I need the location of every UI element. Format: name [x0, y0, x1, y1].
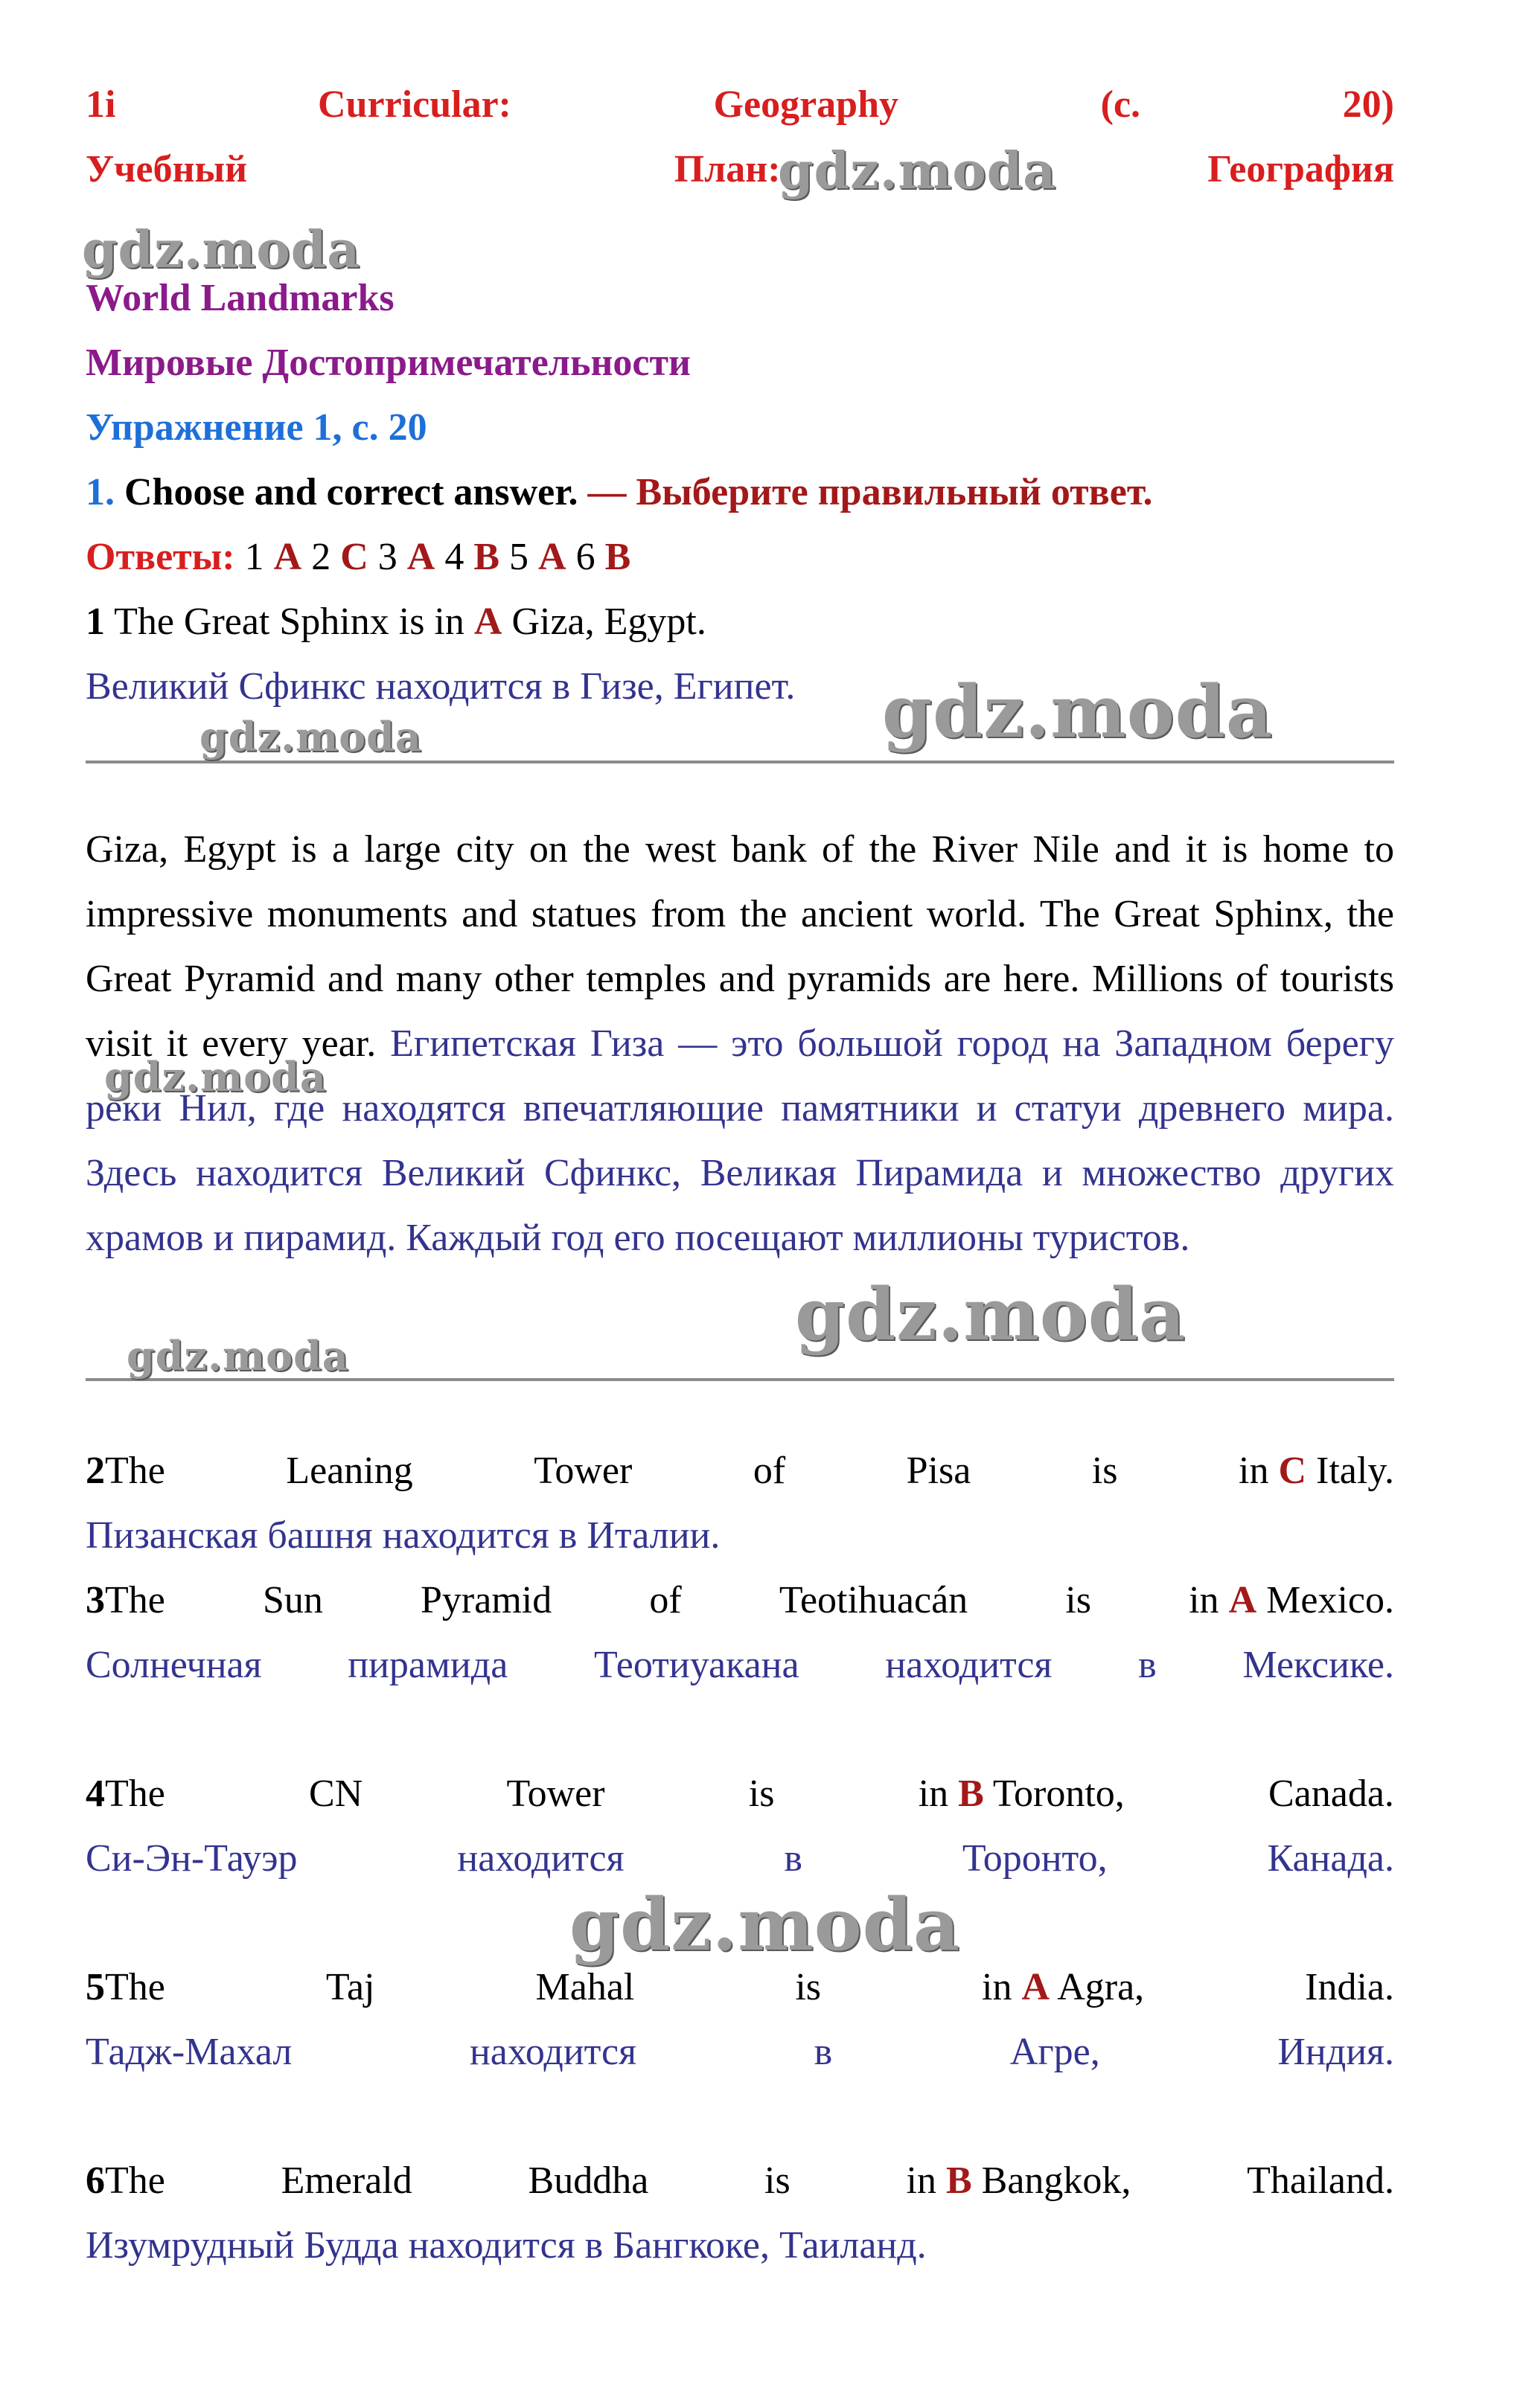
answer-number: 3 [377, 536, 397, 578]
question-word: Emerald [281, 2159, 412, 2202]
question-word: Tower [506, 1773, 605, 1815]
question-number: 5 [86, 1966, 105, 2008]
task-line [86, 470, 1394, 516]
question-word: Agra, [1057, 1966, 1145, 2008]
answers-label: Ответы: [86, 536, 235, 578]
title-english: World Landmarks [86, 277, 395, 319]
translation-word: Канада. [1267, 1837, 1394, 1880]
exercise-heading: Упражнение 1, с. 20 [86, 406, 427, 449]
question-1 [86, 599, 1394, 645]
header-word: Учебный [86, 148, 248, 190]
question-word: of [753, 1450, 786, 1492]
answer-number: 5 [509, 536, 528, 578]
question-word: Buddha [528, 2159, 649, 2202]
question-word: in [1239, 1450, 1269, 1492]
question-word: Tower [534, 1450, 633, 1492]
question-word: Teotihuacán [779, 1579, 968, 1621]
question-4-translation [86, 1836, 1394, 1882]
question-word: of [649, 1579, 682, 1621]
question-word: The [105, 2159, 165, 2202]
watermark: gdz.moda [82, 220, 361, 280]
question-word: Pyramid [421, 1579, 552, 1621]
question-word: Thailand. [1247, 2159, 1394, 2202]
question-5-translation [86, 2029, 1394, 2075]
question-word: in [918, 1773, 949, 1815]
question-2 [86, 1448, 1394, 1494]
question-word: The [105, 1773, 165, 1815]
question-text: Giza, Egypt. [511, 601, 706, 643]
translation-word: Торонто, [962, 1837, 1108, 1880]
header-line-1 [86, 82, 1394, 128]
question-5 [86, 1964, 1394, 2011]
question-word: Sun [262, 1579, 323, 1621]
watermark: gdz.moda [569, 1883, 961, 1967]
watermark: gdz.moda [104, 1053, 327, 1101]
header-word: (c. [1100, 83, 1141, 126]
question-number: 4 [86, 1773, 105, 1815]
translation-word: Индия. [1277, 2031, 1394, 2073]
header-word: План: [674, 148, 781, 190]
question-3-translation [86, 1642, 1394, 1688]
answer-letter: A [273, 536, 302, 578]
question-1-translation: Великий Сфинкс находится в Гизе, Египет. [86, 665, 796, 708]
question-word: Taj [325, 1966, 375, 2008]
divider [86, 760, 1394, 763]
watermark: gdz.moda [778, 141, 1057, 201]
translation-word: пирамида [348, 1644, 508, 1686]
question-word: is [795, 1966, 822, 2008]
question-word: in [982, 1966, 1012, 2008]
answer-letter: C [1278, 1450, 1307, 1492]
translation-word: в [814, 2031, 833, 2073]
question-word: in [1189, 1579, 1219, 1621]
paragraph-english: Giza, Egypt is a large city on the west bank of the River Nile and it is home to impressive monuments and statues from the ancient world. The Great Sphinx, the Great Pyramid and many other temples and pyramids are here. Millions of tourists visit it every year. [86, 828, 1394, 1065]
question-word: The [105, 1579, 165, 1621]
question-word: Mexico. [1266, 1579, 1394, 1621]
question-word: is [1091, 1450, 1118, 1492]
question-word: Italy. [1316, 1450, 1394, 1492]
header-word: 20) [1342, 83, 1394, 126]
question-number: 1 [86, 601, 105, 643]
question-3 [86, 1578, 1394, 1624]
question-word: is [748, 1773, 775, 1815]
translation-word: находится [469, 2031, 637, 2073]
question-2-translation: Пизанская башня находится в Италии. [86, 1514, 721, 1557]
answer-letter: C [340, 536, 368, 578]
answer-letter: B [473, 536, 499, 578]
translation-word: Теотиуакана [594, 1644, 799, 1686]
giza-paragraph [86, 817, 1394, 1270]
answer-letter: A [538, 536, 566, 578]
question-word: Canada. [1268, 1773, 1394, 1815]
answer-letter: A [1021, 1966, 1050, 2008]
question-word: Mahal [535, 1966, 635, 2008]
translation-word: в [1138, 1644, 1157, 1686]
translation-word: Си-Эн-Тауэр [86, 1837, 298, 1880]
question-4 [86, 1771, 1394, 1817]
question-word: Pisa [906, 1450, 971, 1492]
answer-letter: A [406, 536, 435, 578]
translation-word: Тадж-Махал [86, 2031, 293, 2073]
question-word: Leaning [286, 1450, 413, 1492]
task-english: Choose and correct answer. [124, 471, 578, 513]
answer-letter: A [473, 601, 502, 643]
header-word: Geography [713, 83, 899, 126]
answer-letter: B [958, 1773, 984, 1815]
question-number: 2 [86, 1450, 105, 1492]
title-russian: Мировые Достопримечательности [86, 342, 692, 384]
watermark: gdz.moda [795, 1272, 1187, 1357]
question-6-translation: Изумрудный Будда находится в Бангкоке, Таиланд. [86, 2224, 927, 2267]
header-word: География [1207, 148, 1394, 190]
question-word: is [1065, 1579, 1091, 1621]
question-6 [86, 2158, 1394, 2204]
answer-number: 6 [575, 536, 595, 578]
task-number: 1. [86, 471, 115, 513]
header-word: Curricular: [318, 83, 511, 126]
translation-word: Агре, [1009, 2031, 1100, 2073]
header-line-2 [86, 147, 1394, 193]
translation-word: находится [457, 1837, 625, 1880]
question-word: The [105, 1450, 165, 1492]
question-word: The [105, 1966, 165, 2008]
question-word: in [906, 2159, 936, 2202]
header-word: 1i [86, 83, 116, 126]
question-text: The Great Sphinx is in [114, 601, 464, 643]
question-word: Toronto, [992, 1773, 1125, 1815]
answer-number: 2 [311, 536, 331, 578]
task-russian: — Выберите правильный ответ. [587, 471, 1153, 513]
answer-letter: B [945, 2159, 972, 2202]
translation-word: Мексике. [1242, 1644, 1394, 1686]
answer-number: 4 [444, 536, 464, 578]
answer-letter: A [1228, 1579, 1257, 1621]
watermark: gdz.moda [127, 1332, 349, 1380]
watermark: gdz.moda [199, 713, 422, 760]
answer-number: 1 [244, 536, 264, 578]
answer-letter: B [604, 536, 631, 578]
translation-word: в [784, 1837, 802, 1880]
translation-word: Солнечная [86, 1644, 262, 1686]
question-word: CN [309, 1773, 363, 1815]
question-word: is [764, 2159, 791, 2202]
watermark: gdz.moda [882, 670, 1274, 754]
translation-word: находится [885, 1644, 1053, 1686]
question-word: Bangkok, [981, 2159, 1131, 2202]
question-word: India. [1305, 1966, 1394, 2008]
answers-line [86, 534, 1394, 580]
question-number: 3 [86, 1579, 105, 1621]
paragraph-russian: Египетская Гиза — это большой город на Западном берегу реки Нил, где находятся впечатляющие памятники и статуи древнего мира. Здесь находится Великий Сфинкс, Великая Пирамида и множество других храмов и пирамид. Каждый год его посещают миллионы туристов. [86, 1022, 1395, 1259]
question-number: 6 [86, 2159, 105, 2202]
